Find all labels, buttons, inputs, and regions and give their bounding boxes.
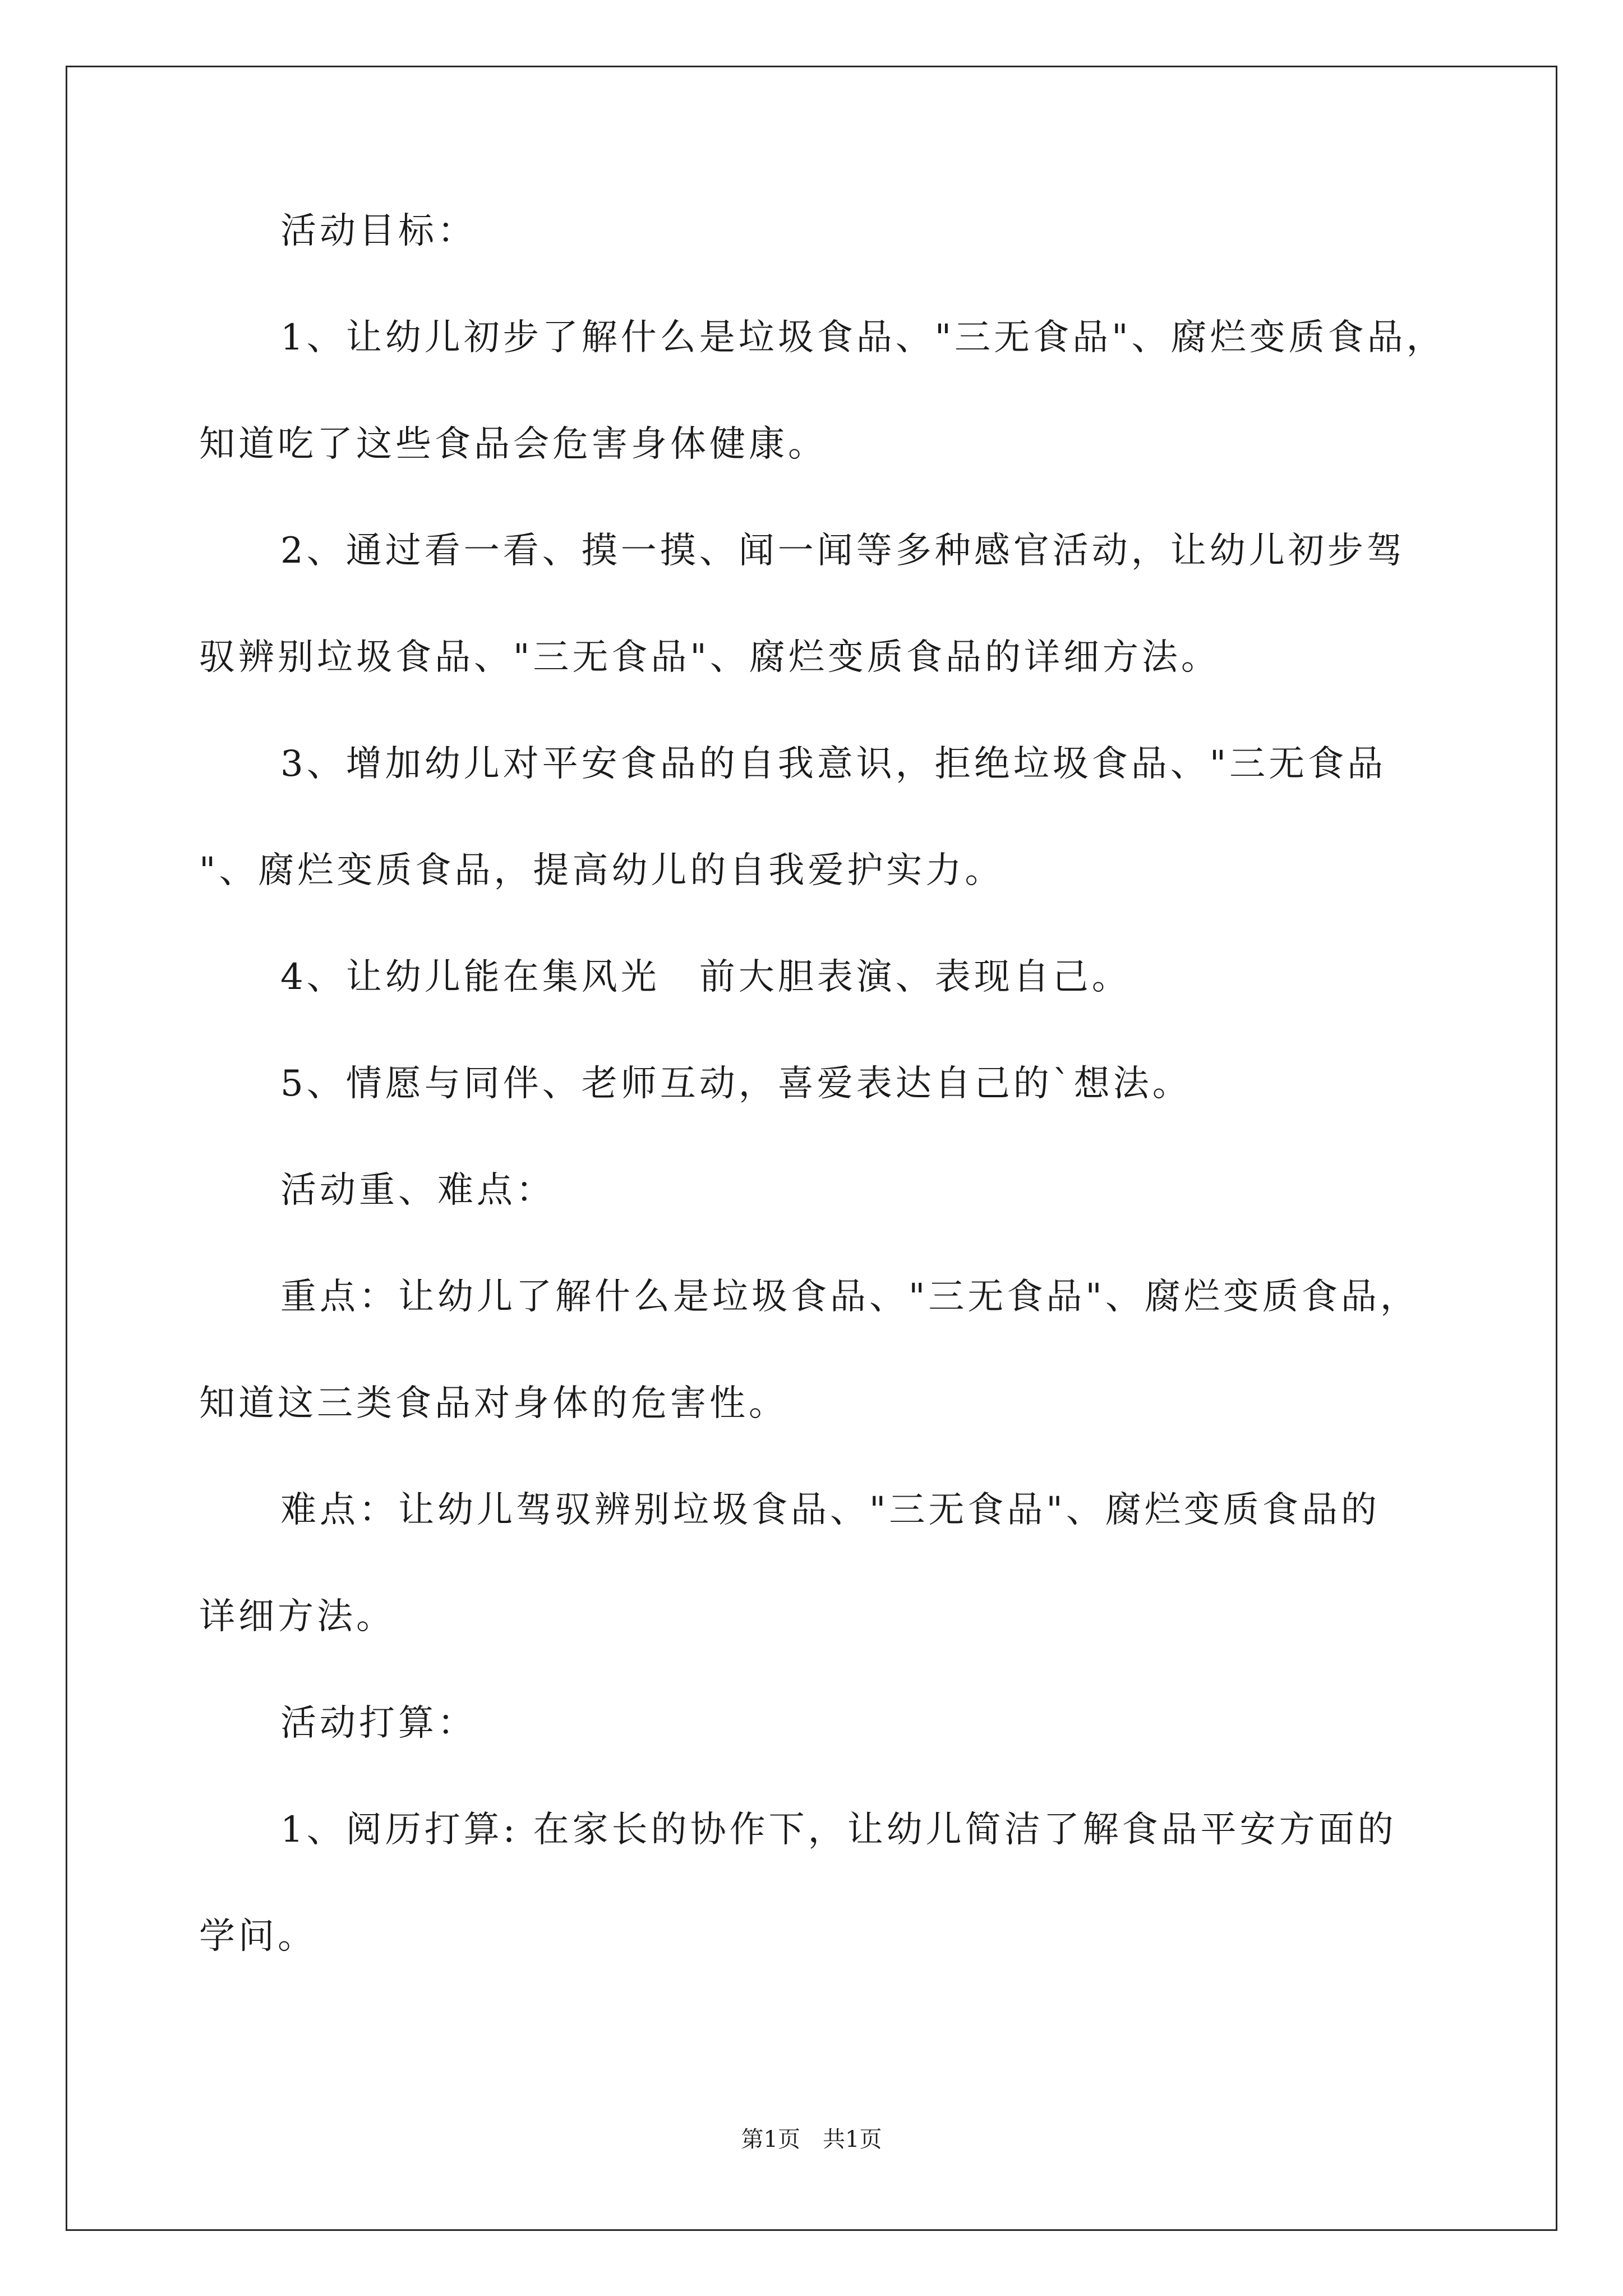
- goal-1-line-1: 1、让幼儿初步了解什么是垃圾食品、"三无食品"、腐烂变质食品，: [280, 317, 1446, 358]
- key-point-line-1: 重点：让幼儿了解什么是垃圾食品、"三无食品"、腐烂变质食品，: [280, 1276, 1419, 1318]
- goal-2-line-2: 驭辨别垃圾食品、"三无食品"、腐烂变质食品的详细方法。: [199, 637, 1220, 678]
- goal-5: 5、情愿与同伴、老师互动，喜爱表达自己的`想法。: [280, 1063, 1192, 1105]
- goal-1-line-2: 知道吃了这些食品会危害身体健康。: [199, 424, 827, 465]
- goal-4: 4、让幼儿能在集风光 前大胆表演、表现自己。: [280, 956, 1131, 998]
- goal-3-line-1: 3、增加幼儿对平安食品的自我意识，拒绝垃圾食品、"三无食品: [280, 743, 1387, 785]
- page-number: 第1页 共1页: [741, 2127, 882, 2152]
- goal-3-line-2: "、腐烂变质食品，提高幼儿的自我爱护实力。: [199, 850, 1004, 891]
- key-point-line-2: 知道这三类食品对身体的危害性。: [199, 1383, 788, 1424]
- difficulty-line-2: 详细方法。: [199, 1596, 395, 1637]
- goal-2-line-1: 2、通过看一看、摸一摸、闻一闻等多种感官活动，让幼儿初步驾: [280, 530, 1406, 572]
- page-border: [66, 66, 1557, 2231]
- heading-activity-goals: 活动目标：: [280, 210, 477, 252]
- difficulty-line-1: 难点：让幼儿驾驭辨别垃圾食品、"三无食品"、腐烂变质食品的: [280, 1489, 1380, 1531]
- heading-key-points: 活动重、难点：: [280, 1170, 555, 1211]
- preparation-1-line-1: 1、阅历打算: 在家长的协作下，让幼儿简洁了解食品平安方面的: [280, 1809, 1397, 1851]
- preparation-1-line-2: 学问。: [199, 1916, 317, 1957]
- heading-preparation: 活动打算：: [280, 1703, 477, 1744]
